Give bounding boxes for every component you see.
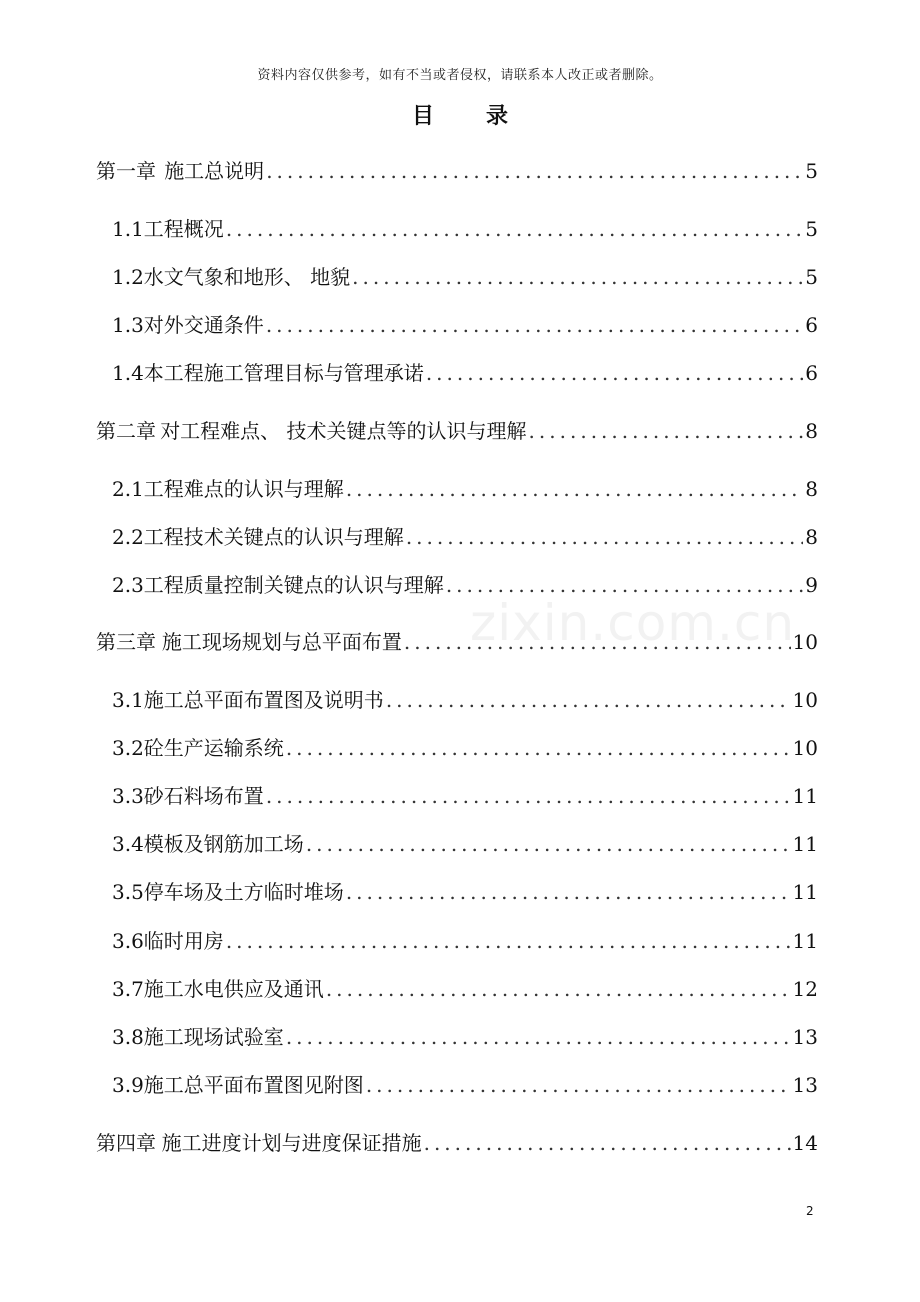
toc-title [0,99,920,130]
toc-section-1-4[interactable] [112,357,818,387]
watermark: zixin.com.cn [470,594,796,652]
toc-section-3-6[interactable] [112,925,818,955]
chapter-number: 第四章 [96,1131,156,1155]
toc-page-number: 5 [805,217,818,241]
toc-entry-label: 3.2砼生产运输系统 [112,736,284,760]
dot-leader [386,688,791,712]
toc-page-number: 9 [805,573,818,597]
toc-page-number: 12 [792,977,818,1001]
toc-page-number: 11 [792,784,818,808]
toc-section-2-2[interactable] [112,521,818,551]
toc-entry-label: 1.4本工程施工管理目标与管理承诺 [112,361,424,385]
toc-section-3-4[interactable] [112,828,818,858]
toc-page-number: 11 [792,832,818,856]
toc-title-char-1: 目 [411,104,434,129]
toc-section-3-1[interactable] [112,684,818,714]
dot-leader [446,573,803,597]
toc-section-1-2[interactable] [112,261,818,291]
toc-entry-label: 3.4模板及钢筋加工场 [112,832,304,856]
toc-section-3-8[interactable] [112,1021,818,1051]
toc-page-number: 8 [805,525,818,549]
toc-chapter-3[interactable] [96,626,818,656]
chapter-number: 第三章 [96,630,156,654]
chapter-number: 第二章 [96,419,156,443]
toc-entry-label: 施工现场规划与总平面布置 [161,630,402,654]
toc-entry-label: 3.1施工总平面布置图及说明书 [112,688,384,712]
toc-entry-label: 3.3砂石料场布置 [112,784,264,808]
toc-page-number: 8 [805,419,818,443]
dot-leader [352,265,803,289]
dot-leader [406,525,803,549]
toc-entry-label: 对工程难点、 技术关键点等的认识与理解 [160,419,527,443]
toc-section-1-3[interactable] [112,309,818,339]
dot-leader [529,419,804,443]
toc-page-number: 13 [792,1073,818,1097]
toc-section-1-1[interactable] [112,213,818,243]
toc-entry-label: 施工总说明 [164,159,265,183]
dot-leader [266,313,803,337]
toc-page-number: 6 [805,313,818,337]
page-number: 2 [806,1204,814,1218]
dot-leader [226,929,791,953]
dot-leader [266,784,791,808]
toc-page-number: 10 [792,736,818,760]
toc-page-number: 5 [805,159,818,183]
header-disclaimer: 资料内容仅供参考，如有不当或者侵权，请联系本人改正或者删除。 [257,68,663,83]
dot-leader [426,361,803,385]
dot-leader [424,1131,791,1155]
toc-entry-label: 2.2工程技术关键点的认识与理解 [112,525,404,549]
toc-page-number: 5 [805,265,818,289]
dot-leader [286,736,791,760]
dot-leader [366,1073,791,1097]
toc-title-char-2: 录 [486,104,509,129]
toc-entry-label: 3.5停车场及土方临时堆场 [112,880,344,904]
toc-chapter-2[interactable] [96,415,818,445]
toc-entry-label: 3.8施工现场试验室 [112,1025,284,1049]
dot-leader [404,630,791,654]
chapter-number: 第一章 [96,159,156,183]
dot-leader [346,477,803,501]
toc-section-2-3[interactable] [112,569,818,599]
toc-page-number: 13 [792,1025,818,1049]
toc-entry-label: 3.7施工水电供应及通讯 [112,977,324,1001]
toc-page-number: 11 [792,929,818,953]
toc-chapter-4[interactable] [96,1127,818,1157]
dot-leader [286,1025,791,1049]
toc-entry-label: 2.3工程质量控制关键点的认识与理解 [112,573,444,597]
toc-entry-label: 3.6临时用房 [112,929,224,953]
toc-section-2-1[interactable] [112,473,818,503]
toc-entry-label: 1.2水文气象和地形、 地貌 [112,265,351,289]
toc-section-3-5[interactable] [112,876,818,906]
toc-page-number: 14 [792,1131,818,1155]
toc-entry-label: 1.1工程概况 [112,217,224,241]
dot-leader [266,159,803,183]
toc-page-number: 10 [792,688,818,712]
toc-page-number: 11 [792,880,818,904]
toc-entry-label: 3.9施工总平面布置图见附图 [112,1073,364,1097]
toc-entry-label: 1.3对外交通条件 [112,313,264,337]
toc-section-3-2[interactable] [112,732,818,762]
toc-page-number: 10 [792,630,818,654]
toc-section-3-7[interactable] [112,973,818,1003]
toc-chapter-1[interactable] [96,155,818,185]
toc-page-number: 6 [805,361,818,385]
dot-leader [346,880,791,904]
dot-leader [226,217,803,241]
toc-entry-label: 2.1工程难点的认识与理解 [112,477,344,501]
toc-page-number: 8 [805,477,818,501]
toc-entry-label: 施工进度计划与进度保证措施 [161,1131,422,1155]
toc-section-3-9[interactable] [112,1069,818,1099]
dot-leader [306,832,791,856]
toc-section-3-3[interactable] [112,780,818,810]
dot-leader [326,977,791,1001]
